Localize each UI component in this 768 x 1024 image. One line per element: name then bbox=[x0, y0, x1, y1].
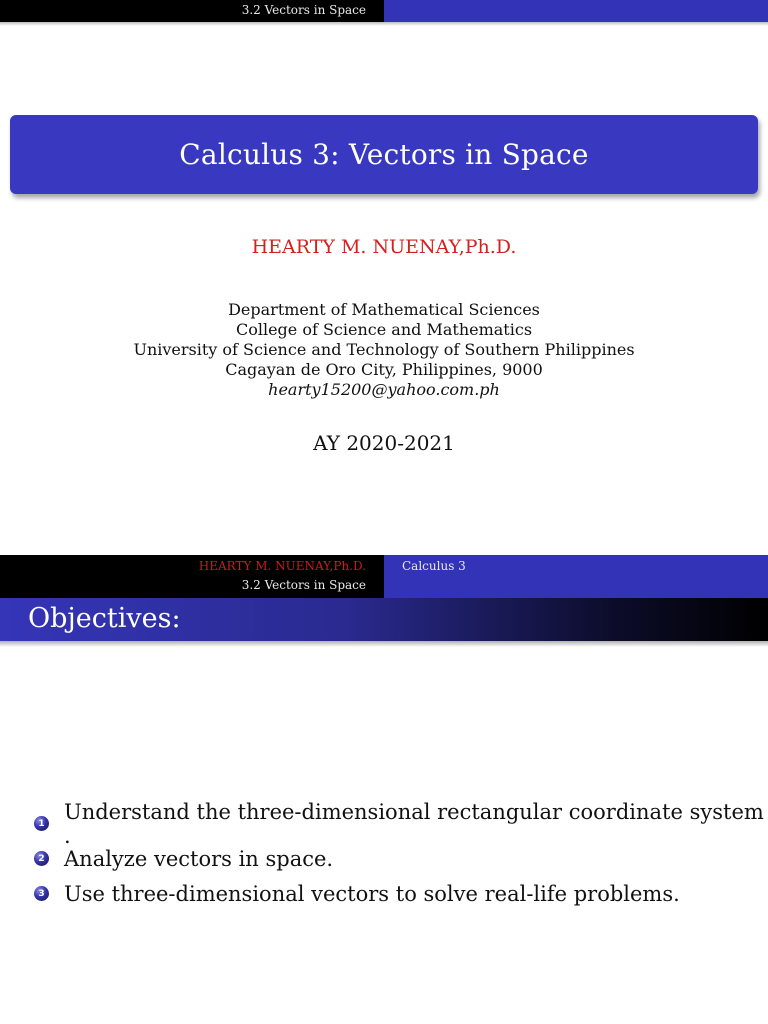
institute-line-university: University of Science and Technology of Southern Philippines bbox=[133, 340, 635, 359]
academic-year: AY 2020-2021 bbox=[313, 431, 455, 455]
presentation-title: Calculus 3: Vectors in Space bbox=[179, 138, 589, 171]
footer-section: 3.2 Vectors in Space bbox=[241, 578, 366, 592]
footer-right-panel bbox=[384, 555, 768, 598]
objective-text: Use three-dimensional vectors to solve real-life problems. bbox=[64, 881, 680, 906]
frame-title-shadow bbox=[0, 641, 768, 647]
institute-block bbox=[0, 300, 768, 400]
objective-text: Analyze vectors in space. bbox=[64, 846, 334, 871]
list-item bbox=[34, 876, 768, 911]
objectives-list bbox=[34, 799, 768, 911]
header-section-label: 3.2 Vectors in Space bbox=[241, 3, 366, 17]
institute-line-address: Cagayan de Oro City, Philippines, 9000 bbox=[225, 360, 543, 379]
enumerate-ball-icon: 1 bbox=[34, 816, 49, 831]
header-left-panel bbox=[0, 0, 384, 22]
footer-left-panel bbox=[0, 555, 384, 598]
header-shadow bbox=[0, 22, 768, 26]
author-email: hearty15200@yahoo.com.ph bbox=[268, 380, 500, 399]
enumerate-ball-icon: 3 bbox=[34, 886, 49, 901]
footer-course: Calculus 3 bbox=[402, 559, 466, 573]
footer-bar bbox=[0, 555, 768, 598]
header-navigation-bar bbox=[0, 0, 768, 22]
title-box bbox=[10, 115, 758, 194]
objective-text: Understand the three-dimensional rectangular coordinate system . bbox=[64, 799, 764, 848]
footer-author: HEARTY M. NUENAY,Ph.D. bbox=[198, 559, 366, 573]
author-name: HEARTY M. NUENAY,Ph.D. bbox=[251, 236, 517, 258]
list-item bbox=[34, 799, 768, 848]
header-right-panel bbox=[384, 0, 768, 22]
frame-title-bar bbox=[0, 598, 768, 641]
frame-title: Objectives: bbox=[28, 603, 181, 634]
institute-line-department: Department of Mathematical Sciences bbox=[228, 300, 540, 319]
institute-line-college: College of Science and Mathematics bbox=[235, 320, 533, 339]
enumerate-ball-icon: 2 bbox=[34, 851, 49, 866]
